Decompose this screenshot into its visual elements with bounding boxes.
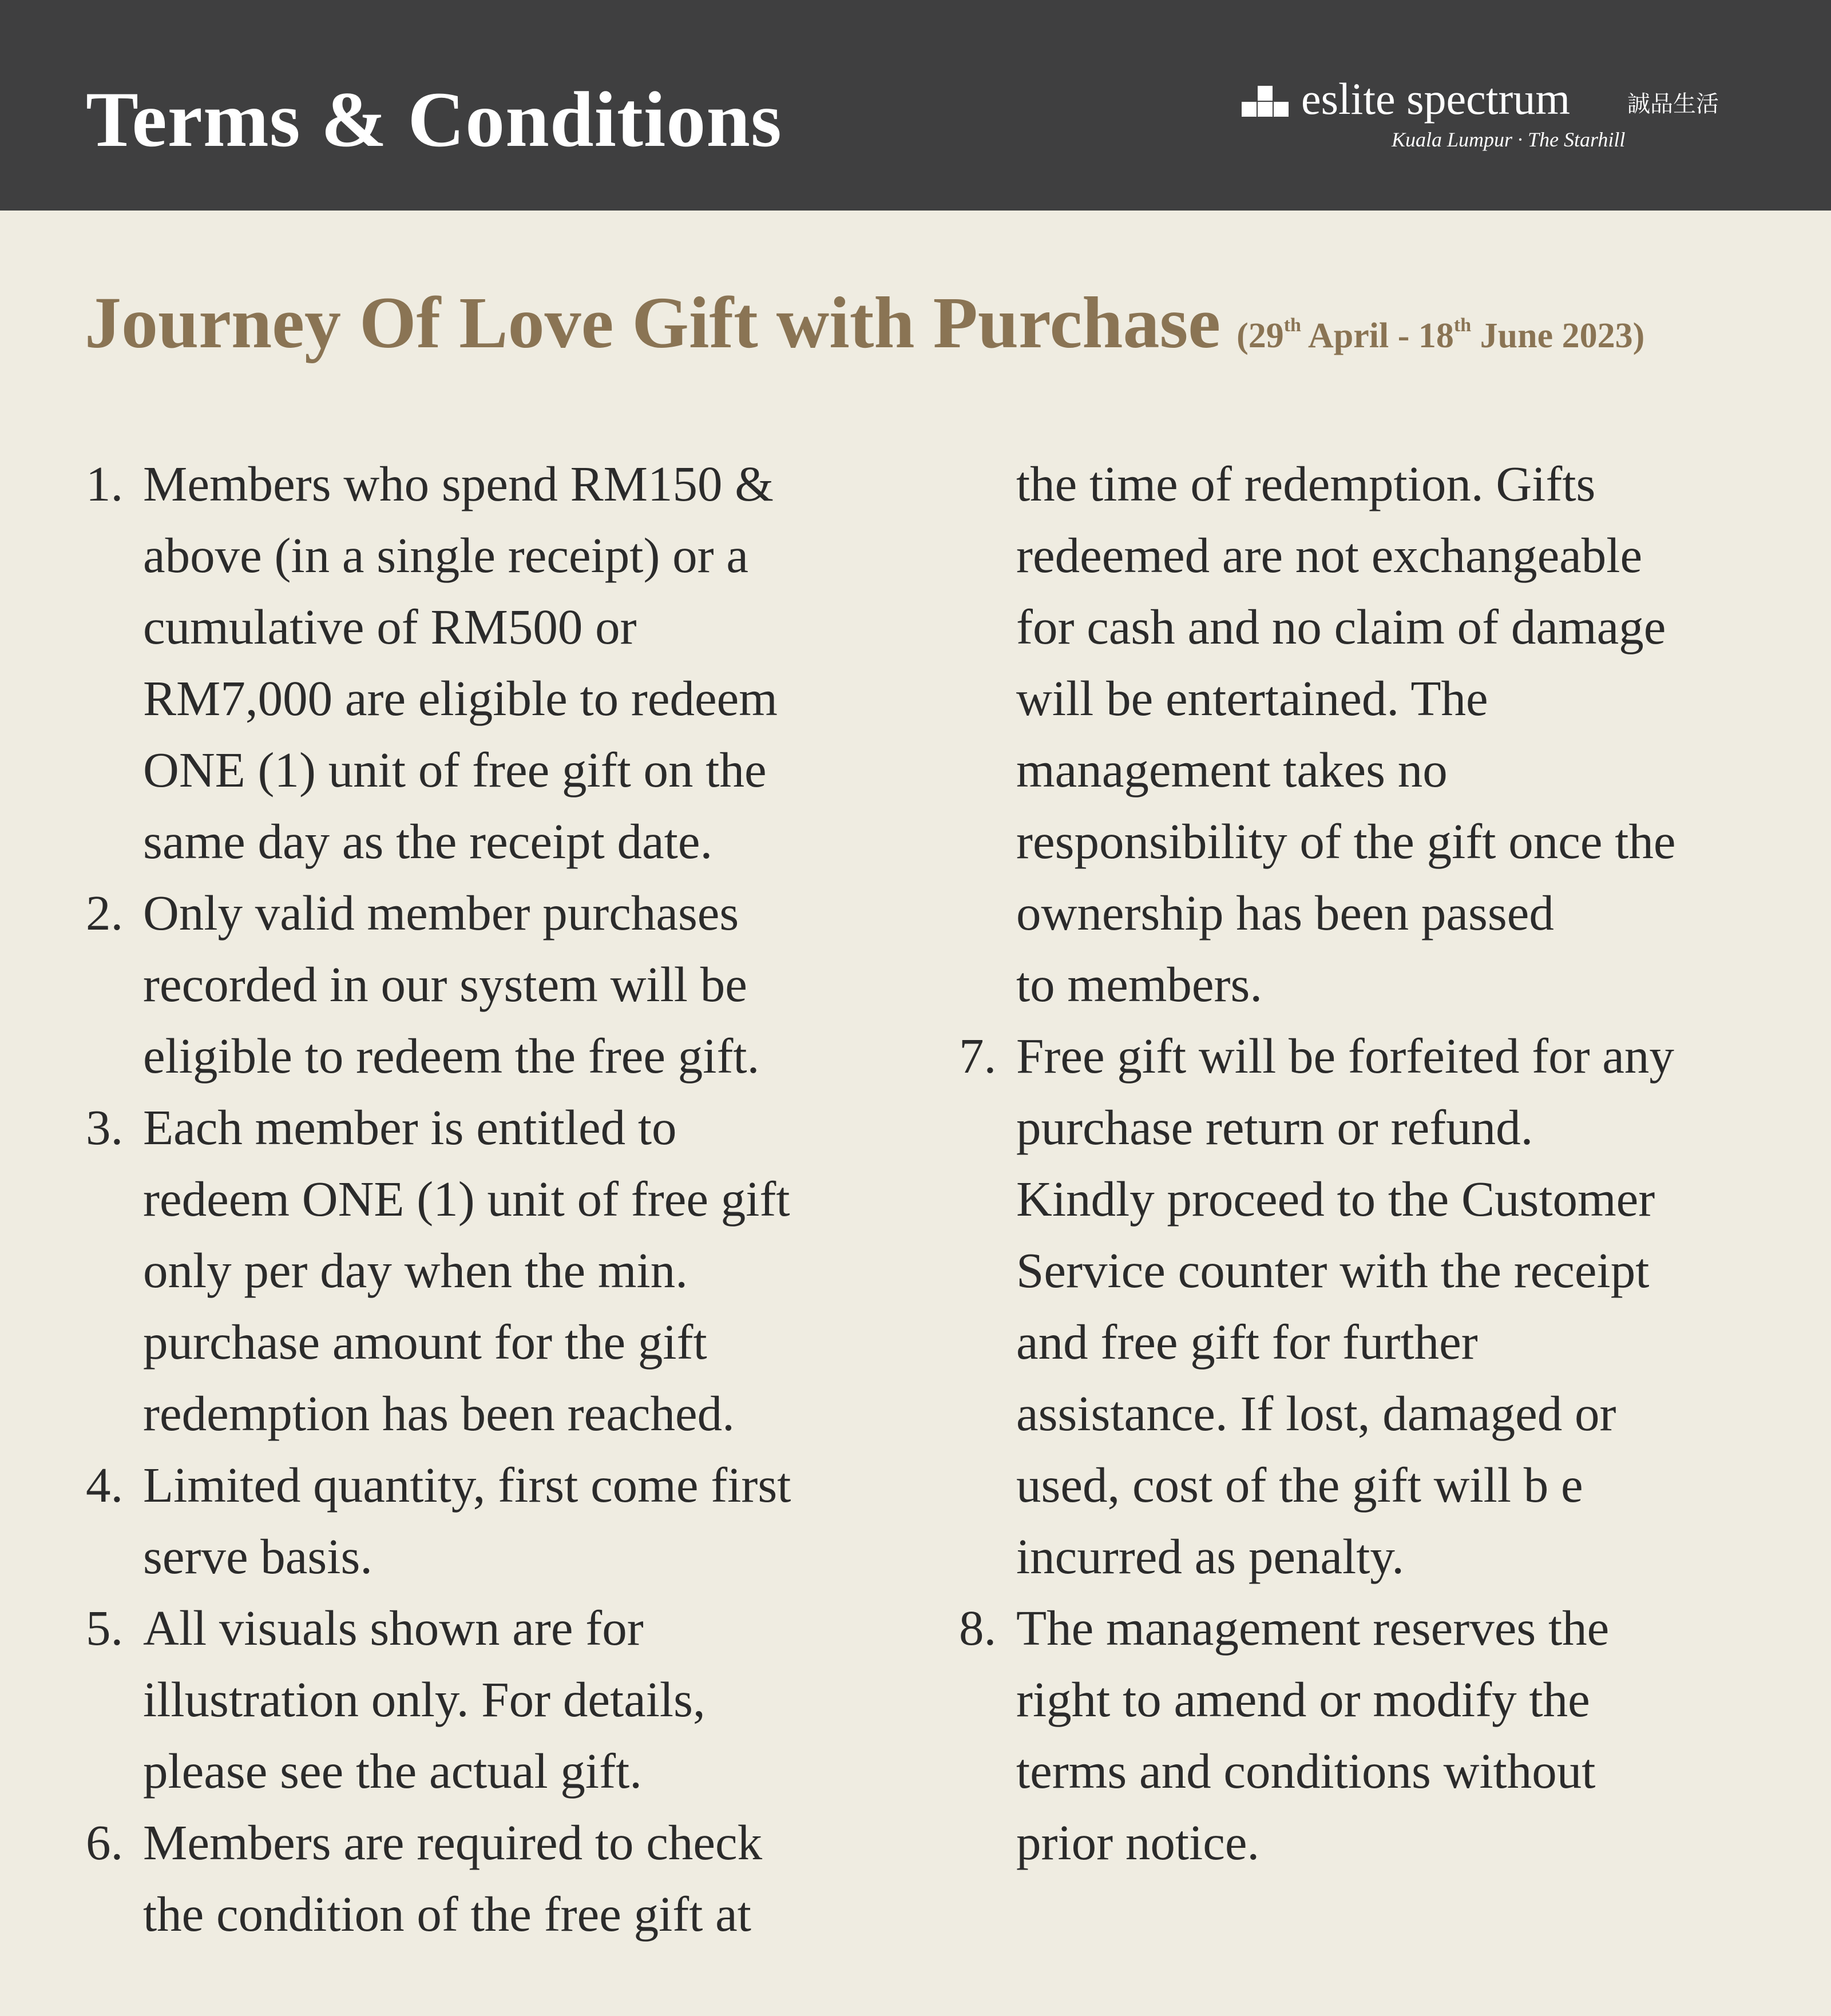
eslite-logo-mark-icon — [1242, 85, 1293, 119]
header-bar — [0, 0, 1831, 211]
term-text-line: ONE (1) unit of free gift on the — [143, 742, 767, 797]
term-text-line: Each member is entitled to — [143, 1100, 677, 1155]
term-text-line: serve basis. — [143, 1529, 373, 1584]
term-number: 2. — [86, 885, 124, 940]
term-text-line: incurred as penalty. — [1016, 1529, 1404, 1584]
term-number: 1. — [86, 456, 124, 511]
term-number: 4. — [86, 1457, 124, 1513]
term-item — [86, 1807, 904, 1950]
term-text-line: Kindly proceed to the Customer — [1016, 1171, 1655, 1227]
campaign-heading — [85, 282, 1645, 363]
term-number: 6. — [86, 1815, 124, 1870]
term-number: 5. — [86, 1600, 124, 1656]
brand-logo — [1242, 74, 1745, 159]
term-text-line: prior notice. — [1016, 1815, 1260, 1870]
term-text-line: recorded in our system will be — [143, 957, 747, 1012]
term-text-line: redemption has been reached. — [143, 1386, 735, 1441]
term-item — [86, 1592, 904, 1807]
term-text-line: The management reserves the — [1016, 1600, 1610, 1656]
term-text-line: above (in a single receipt) or a — [143, 527, 749, 583]
term-text-line: Free gift will be forfeited for any — [1016, 1028, 1674, 1084]
dates-ordinal: th — [1453, 315, 1472, 336]
term-text-line: All visuals shown are for — [143, 1600, 644, 1656]
term-text-line: to members. — [1016, 957, 1263, 1012]
term-text-line: ownership has been passed — [1016, 885, 1554, 940]
term-text-line: redeemed are not exchangeable — [1016, 527, 1643, 583]
term-text-line: right to amend or modify the — [1016, 1672, 1590, 1727]
term-item — [86, 877, 904, 1092]
term-item — [959, 1592, 1777, 1878]
term-text-line: the time of redemption. Gifts — [1016, 456, 1596, 511]
term-item — [86, 1092, 904, 1449]
brand-location: Kuala Lumpur · The Starhill — [1392, 128, 1626, 151]
brand-name: eslite spectrum — [1301, 74, 1571, 124]
page-title: Terms & Conditions — [86, 76, 782, 163]
term-text-line: the condition of the free gift at — [143, 1886, 751, 1942]
term-text-line: eligible to redeem the free gift. — [143, 1028, 760, 1084]
term-text-line: Service counter with the receipt — [1016, 1243, 1650, 1298]
dates-middle: April - 18 — [1301, 316, 1454, 355]
term-text-line: management takes no — [1016, 742, 1448, 797]
term-text-line: Members are required to check — [143, 1815, 763, 1870]
term-text-line: redeem ONE (1) unit of free gift — [143, 1171, 790, 1227]
term-text-line: and free gift for further — [1016, 1314, 1478, 1370]
term-number: 8. — [959, 1600, 997, 1656]
dates-end: June 2023) — [1471, 316, 1645, 355]
term-text-line: for cash and no claim of damage — [1016, 599, 1666, 654]
term-text-line: will be entertained. The — [1016, 670, 1488, 726]
term-item — [86, 448, 904, 877]
campaign-title: Journey Of Love Gift with Purchase — [85, 282, 1221, 363]
term-text-line: responsibility of the gift once the — [1016, 813, 1676, 869]
dates-start-day: (29 — [1236, 316, 1284, 355]
term-text-line: Members who spend RM150 & — [143, 456, 774, 511]
brand-name-cjk: 誠品生活 — [1627, 91, 1719, 117]
dates-ordinal: th — [1283, 315, 1301, 336]
term-text-line: terms and conditions without — [1016, 1743, 1596, 1799]
term-number: 3. — [86, 1100, 124, 1155]
campaign-dates — [1236, 316, 1644, 355]
term-text-line: RM7,000 are eligible to redeem — [143, 670, 778, 726]
term-text-line: assistance. If lost, damaged or — [1016, 1386, 1616, 1441]
term-text-line: Only valid member purchases — [143, 885, 739, 940]
term-text-line: same day as the receipt date. — [143, 813, 713, 869]
term-text-line: please see the actual gift. — [143, 1743, 642, 1799]
term-item — [86, 1449, 904, 1592]
term-text-line: illustration only. For details, — [143, 1672, 706, 1727]
term-text-line: only per day when the min. — [143, 1243, 688, 1298]
term-text-line: purchase amount for the gift — [143, 1314, 707, 1370]
term-text-line: purchase return or refund. — [1016, 1100, 1533, 1155]
term-text-line: Limited quantity, first come first — [143, 1457, 791, 1513]
term-item — [959, 448, 1777, 1020]
terms-column-right — [959, 448, 1777, 1878]
terms-column-left — [86, 448, 904, 1950]
term-item — [959, 1020, 1777, 1592]
term-text-line: used, cost of the gift will b e — [1016, 1457, 1583, 1513]
term-text-line: cumulative of RM500 or — [143, 599, 637, 654]
term-number: 7. — [959, 1028, 997, 1084]
